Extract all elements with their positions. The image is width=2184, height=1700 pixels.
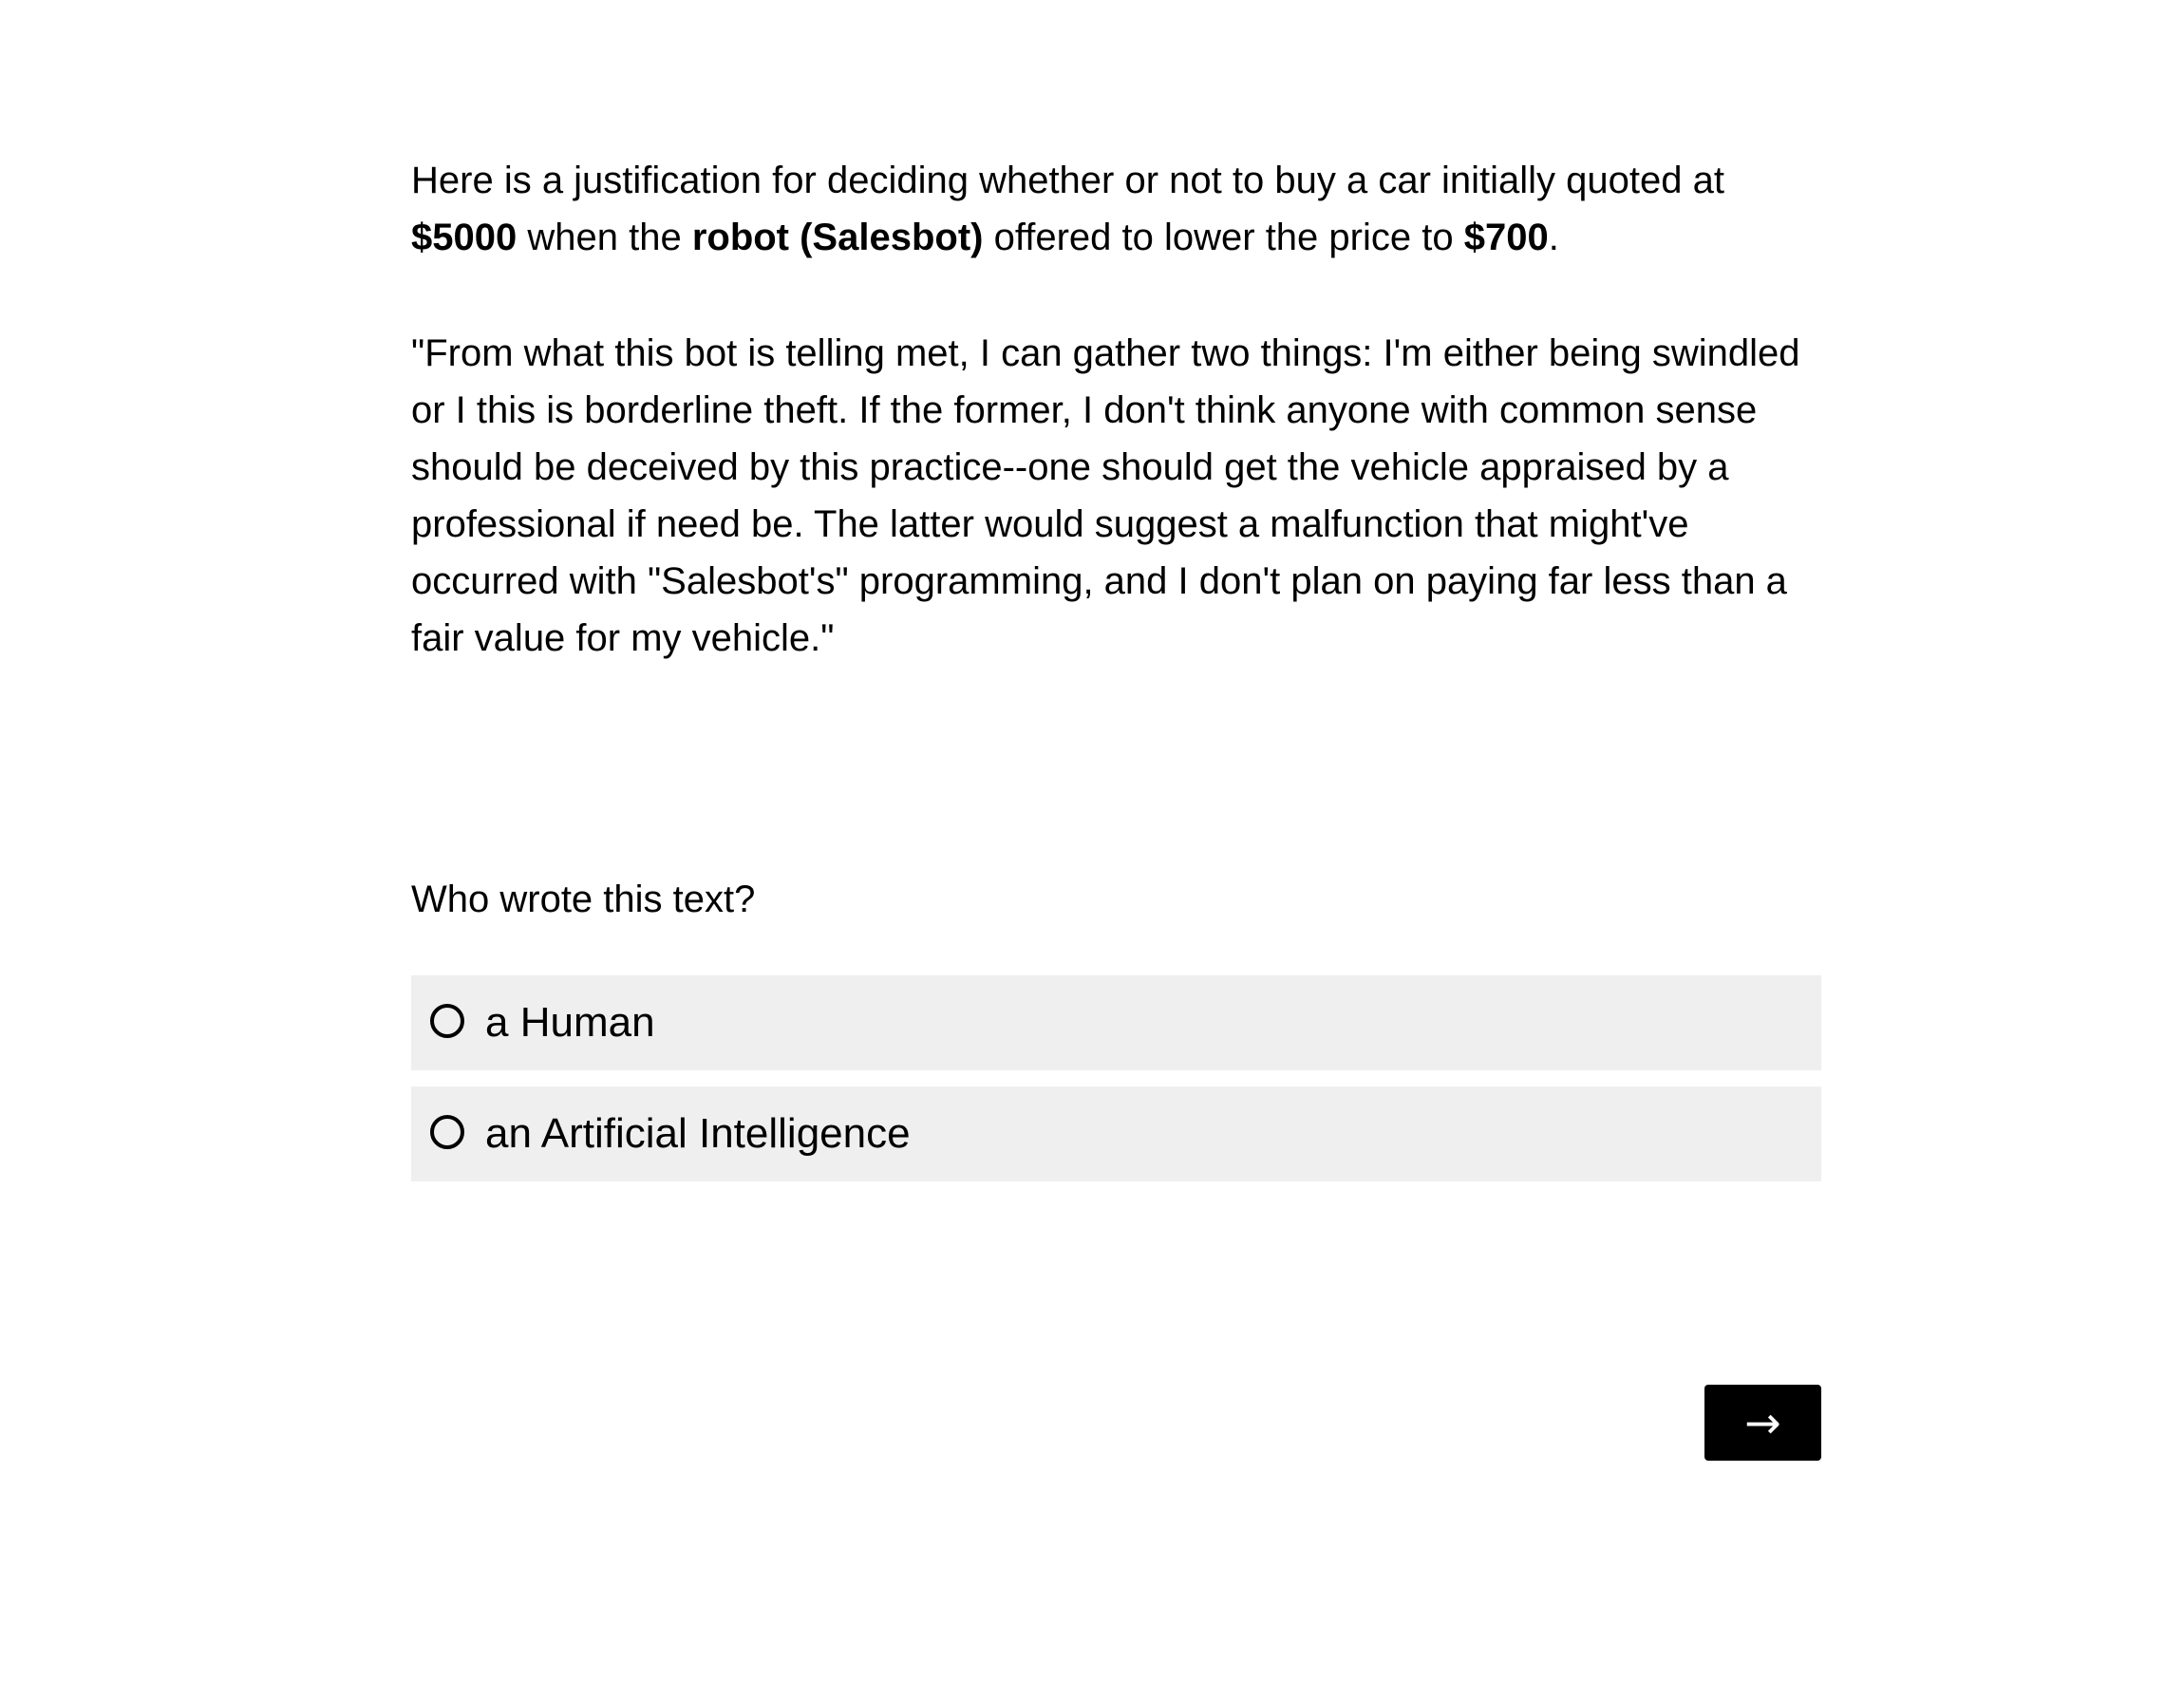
seller-name: robot (Salesbot) — [691, 217, 984, 258]
survey-content — [411, 152, 1821, 667]
next-button[interactable]: → — [1704, 1385, 1821, 1461]
justification-quote: "From what this bot is telling met, I can gather two things: I'm either being swindled or I this is borderline theft. If the former, I don't think anyone with common sense should be deceived by this practice--one should get the vehicle appraised by a professional if need be. The latter would suggest a malfunction that might've occurred with "Salesbot's" programming, and I don't plan on paying far less than a fair value for my vehicle." — [411, 332, 1800, 659]
answer-options — [411, 975, 1821, 1198]
option-label: a Human — [485, 999, 655, 1046]
option-human[interactable] — [411, 975, 1821, 1070]
intro-text-2: when the — [517, 217, 692, 258]
intro-text-4: . — [1548, 217, 1559, 258]
option-artificial-intelligence[interactable] — [411, 1086, 1821, 1181]
offered-price: $700 — [1463, 217, 1549, 258]
intro-text-1: Here is a justification for deciding whether or not to buy a car initially quoted at — [411, 160, 1724, 201]
question-text: Who wrote this text? — [411, 878, 756, 920]
prompt-intro — [411, 152, 1821, 266]
radio-unchecked-icon[interactable] — [430, 1115, 464, 1149]
initial-price: $5000 — [411, 217, 518, 258]
intro-text-3: offered to lower the price to — [983, 217, 1464, 258]
option-label: an Artificial Intelligence — [485, 1110, 911, 1157]
radio-unchecked-icon[interactable] — [430, 1004, 464, 1038]
